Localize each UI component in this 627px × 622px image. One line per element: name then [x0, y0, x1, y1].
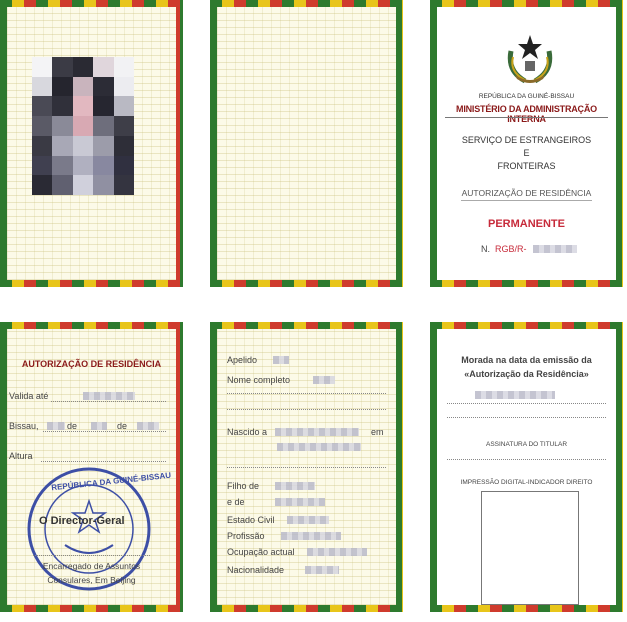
- dotted-line: [227, 393, 386, 394]
- cover-panel: [430, 0, 623, 287]
- number-label: N.: [481, 244, 490, 254]
- redacted-surname: [273, 356, 289, 364]
- fingerprint-box: [481, 491, 579, 605]
- document-type: AUTORIZAÇÃO DE RESIDÊNCIA: [461, 188, 592, 198]
- validity-title: AUTORIZAÇÃO DE RESIDÊNCIA: [21, 359, 162, 369]
- blank-page: [217, 7, 396, 280]
- and-of-label: e de: [227, 497, 245, 507]
- ministry-title: MINISTÉRIO DA ADMINISTRAÇÃO INTERNA: [456, 104, 597, 124]
- redacted-address: [475, 391, 555, 399]
- personal-data-page: [217, 329, 396, 605]
- redacted-civil-status: [287, 516, 329, 524]
- service-line1: SERVIÇO DE ESTRANGEIROS: [461, 135, 592, 145]
- dotted-line: [447, 459, 606, 460]
- photo-panel: [0, 0, 183, 287]
- address-page: [437, 329, 616, 605]
- redacted-nationality: [305, 566, 339, 574]
- dotted-line: [33, 555, 150, 556]
- de-label-2: de: [117, 421, 128, 431]
- stamp-text: REPÚBLICA DA GUINÉ-BISSAU: [50, 470, 172, 493]
- nationality-label: Nacionalidade: [227, 565, 285, 575]
- born-label: Nascido a: [227, 427, 268, 437]
- redacted-month: [91, 422, 107, 430]
- service-line2: E: [523, 148, 530, 158]
- dotted-line: [51, 401, 166, 402]
- holder-signature-label: ASSINATURA DO TITULAR: [485, 441, 568, 448]
- signer-line2: Consulares, Em Beijing: [47, 575, 136, 585]
- personal-data-panel: [210, 322, 403, 612]
- valid-until-label: Valida até: [9, 391, 49, 401]
- dotted-line: [447, 417, 606, 418]
- number-prefix: RGB/R-: [495, 244, 527, 254]
- surname-label: Apelido: [227, 355, 258, 365]
- country-name: REPÚBLICA DA GUINÉ-BISSAU: [478, 93, 575, 100]
- son-of-label: Filho de: [227, 481, 260, 491]
- dotted-line: [447, 403, 606, 404]
- service-line3: FRONTEIRAS: [497, 161, 556, 171]
- redacted-valid-date: [83, 392, 135, 400]
- dotted-line: [227, 467, 386, 468]
- coat-of-arms-emblem: [503, 31, 557, 87]
- redacted-mother: [275, 498, 325, 506]
- redacted-full-name: [313, 376, 335, 384]
- address-title-line2: «Autorização da Residência»: [464, 369, 589, 379]
- redacted-birth-date: [275, 428, 359, 436]
- address-panel: [430, 322, 623, 612]
- redacted-profession: [281, 532, 341, 540]
- redacted-year: [137, 422, 159, 430]
- dotted-line: [43, 431, 166, 432]
- height-label: Altura: [9, 451, 33, 461]
- address-title-line1: Morada na data da emissão da: [461, 355, 592, 365]
- civil-status-label: Estado Civil: [227, 515, 275, 525]
- redacted-birth-place: [277, 443, 361, 451]
- current-occupation-label: Ocupação actual: [227, 547, 295, 557]
- em-label: em: [371, 427, 384, 437]
- cover-page: [437, 7, 616, 280]
- profession-label: Profissão: [227, 531, 265, 541]
- divider: [445, 117, 608, 118]
- de-label-1: de: [67, 421, 78, 431]
- full-name-label: Nome completo: [227, 375, 291, 385]
- validity-panel: [0, 322, 183, 612]
- redacted-day: [47, 422, 65, 430]
- photo-page: [7, 7, 176, 280]
- fingerprint-label: IMPRESSÃO DIGITAL-INDICADOR DIREITO: [460, 479, 593, 486]
- status-permanente: PERMANENTE: [487, 218, 565, 230]
- validity-page: [7, 329, 176, 605]
- redacted-number: [533, 245, 577, 253]
- holder-photo: [32, 57, 134, 195]
- signer-line1: Encarregado de Assuntos: [42, 561, 141, 571]
- redacted-occupation: [307, 548, 367, 556]
- dotted-line: [41, 461, 166, 462]
- issue-place: Bissau,: [9, 421, 39, 431]
- blank-panel: [210, 0, 403, 287]
- redacted-father: [275, 482, 315, 490]
- signature-title: O Director-Geral: [39, 515, 125, 527]
- dotted-line: [227, 409, 386, 410]
- divider: [461, 200, 592, 201]
